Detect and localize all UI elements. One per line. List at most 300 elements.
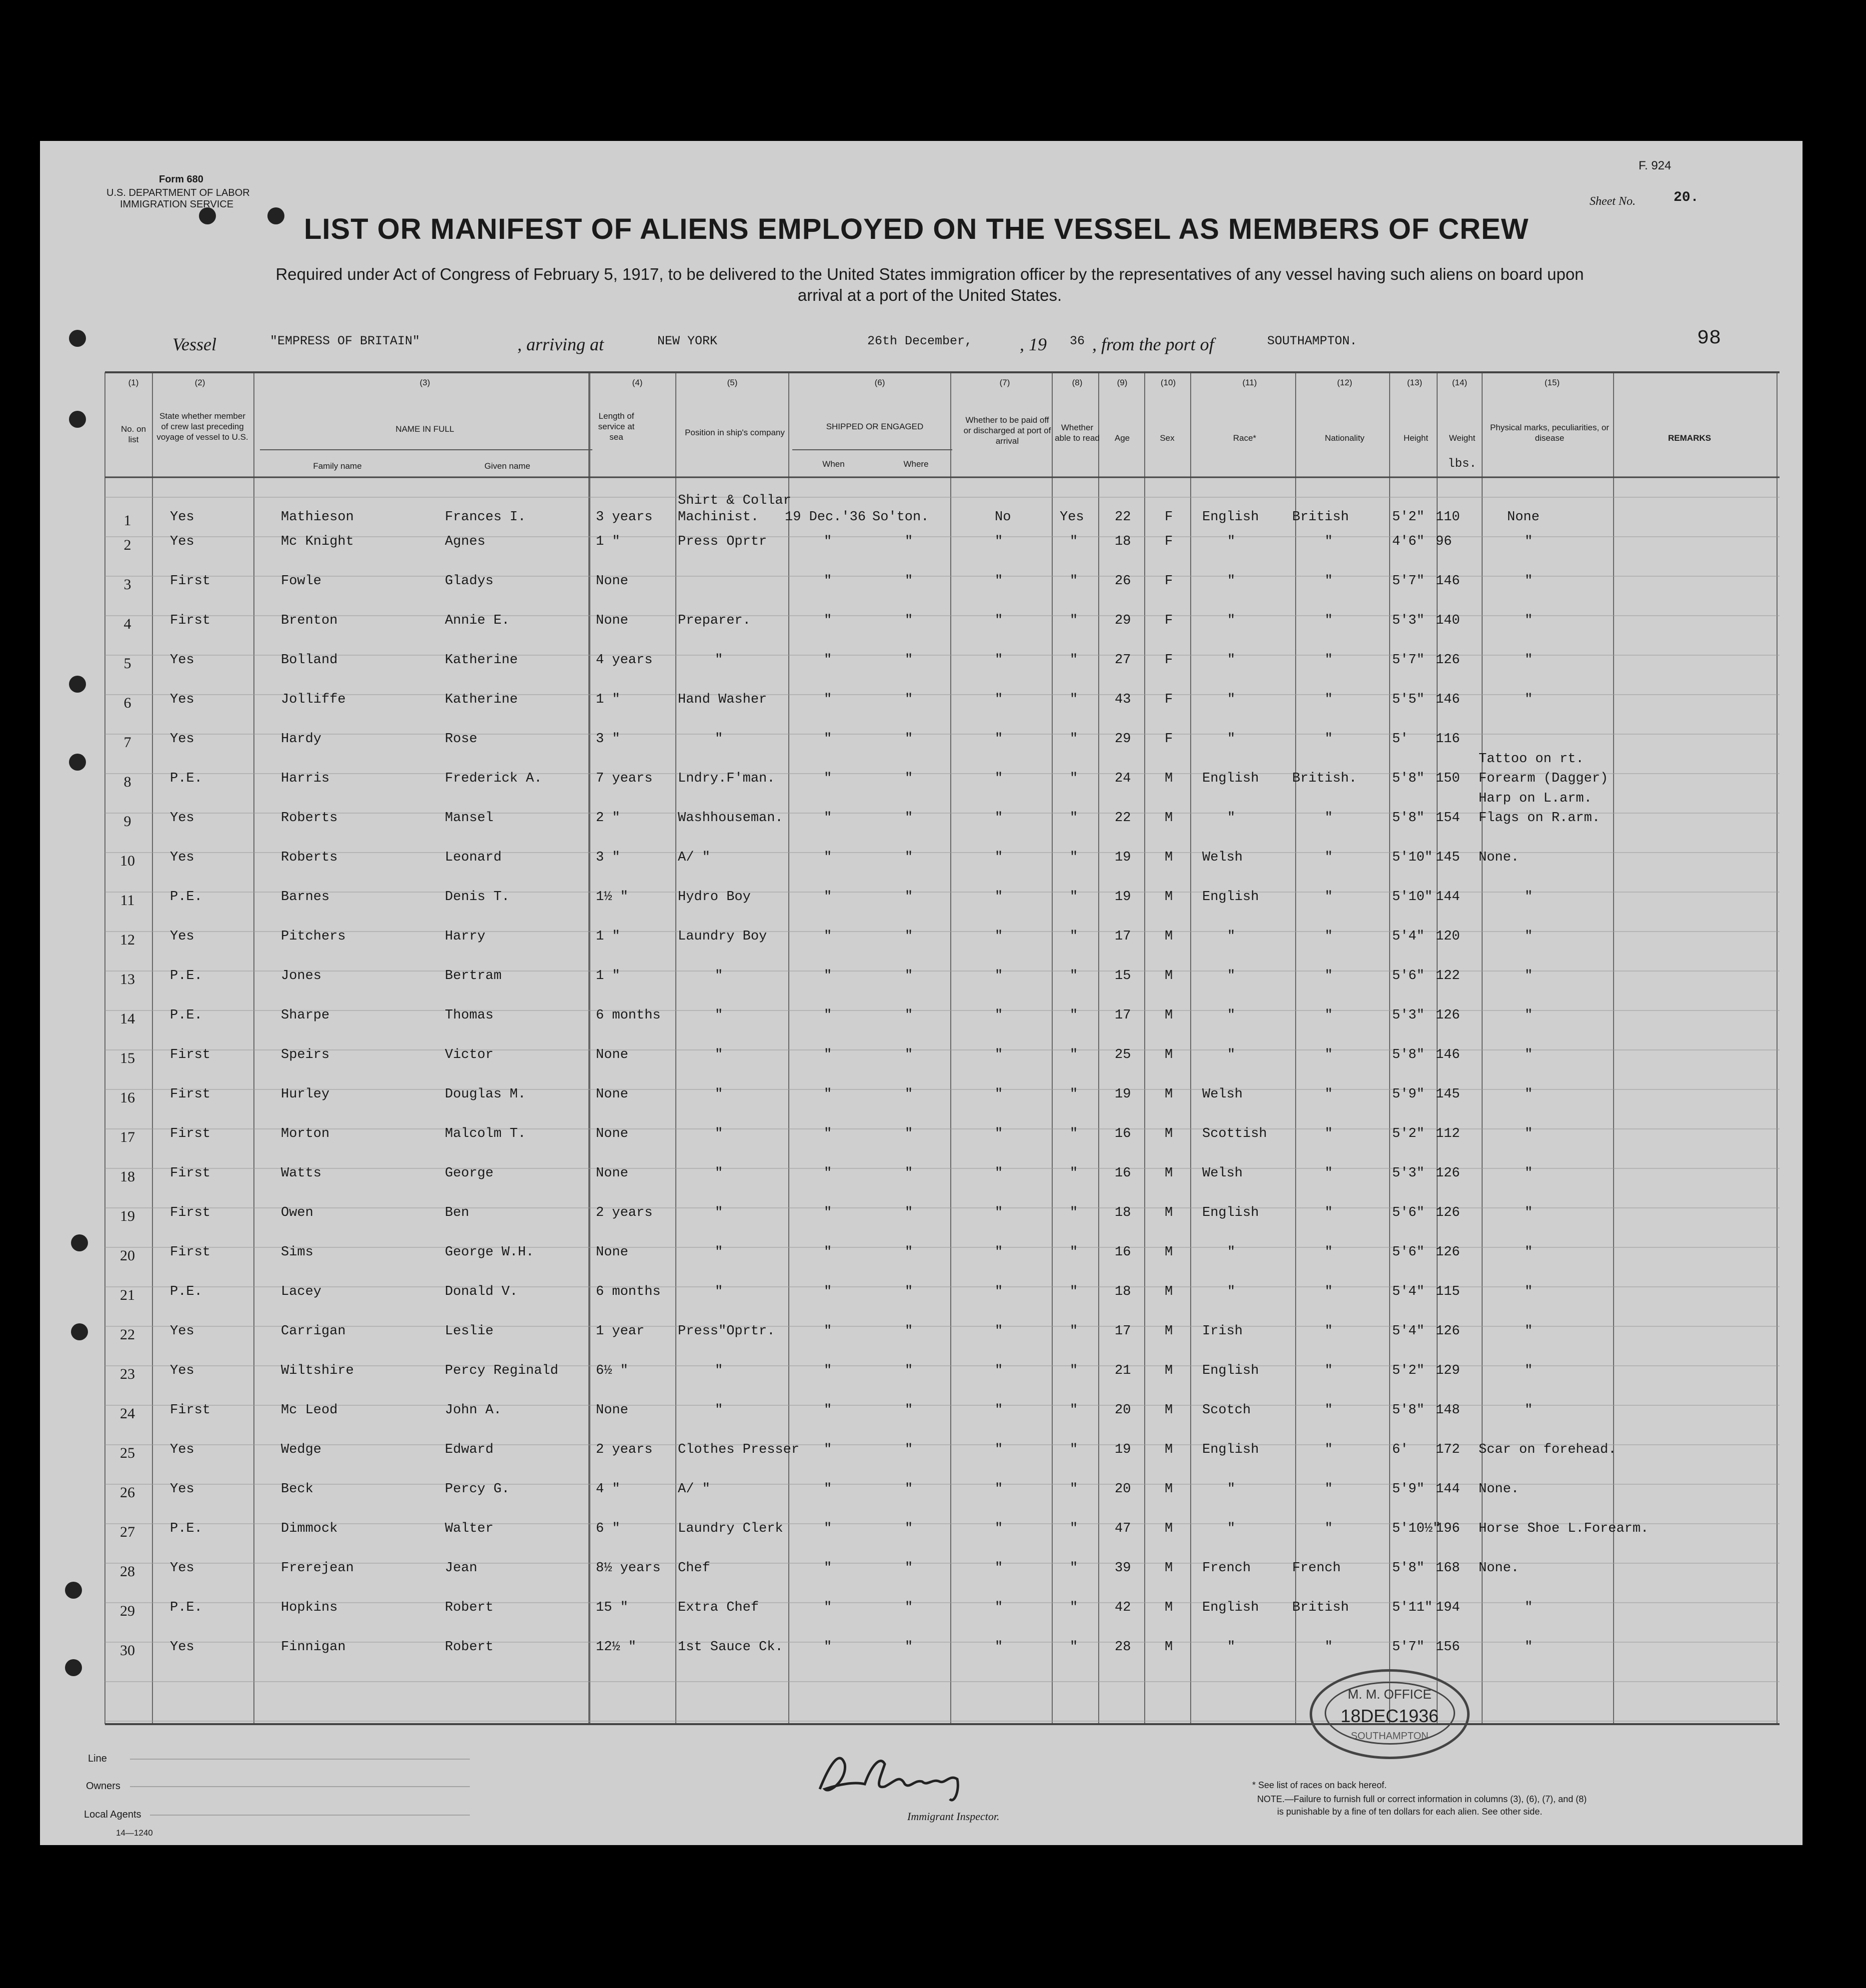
cell-given: Agnes: [445, 534, 486, 549]
cell-state: P.E.: [170, 1284, 202, 1299]
cell-position: Chef: [678, 1561, 710, 1576]
cell-marks: ": [1525, 1008, 1533, 1023]
cell-read: ": [1070, 1442, 1078, 1457]
cell-nat: ": [1325, 574, 1333, 589]
cell-read: ": [1070, 1087, 1078, 1102]
cell-where: ": [905, 1561, 913, 1576]
cell-service: None: [596, 1047, 628, 1062]
cell-marks: ": [1525, 1403, 1533, 1418]
cell-service: 1 ": [596, 969, 620, 984]
column-number: (3): [419, 378, 430, 387]
cell-service: 3 years: [596, 510, 653, 525]
cell-weight: 96: [1436, 534, 1452, 549]
office-stamp: [1310, 1669, 1470, 1759]
cell-family: Jolliffe: [281, 692, 346, 707]
cell-race: ": [1227, 1008, 1236, 1023]
cell-position: A/ ": [678, 1482, 710, 1497]
cell-no: 24: [120, 1405, 135, 1422]
cell-where: ": [905, 732, 913, 747]
cell-state: Yes: [170, 1561, 194, 1576]
cell-nat: French: [1292, 1561, 1341, 1576]
cell-given: John A.: [445, 1403, 502, 1418]
cell-paid: ": [995, 1640, 1003, 1655]
cell-when: ": [824, 969, 832, 984]
port-label: , from the port of: [1092, 334, 1214, 354]
cell-service: 1 ": [596, 534, 620, 549]
cell-family: Morton: [281, 1126, 330, 1141]
cell-age: 16: [1115, 1166, 1131, 1181]
cell-state: Yes: [170, 850, 194, 865]
cell-sex: M: [1165, 1403, 1173, 1418]
cell-no: 22: [120, 1326, 135, 1343]
cell-state: Yes: [170, 811, 194, 826]
cell-service: 1 year: [596, 1324, 645, 1339]
cell-state: First: [170, 1245, 211, 1260]
cell-when: ": [824, 692, 832, 707]
cell-no: 11: [120, 892, 135, 909]
arrival-date: 26th December,: [867, 334, 973, 348]
cell-weight: 126: [1436, 1205, 1460, 1220]
cell-paid: ": [995, 1521, 1003, 1536]
cell-state: Yes: [170, 1442, 194, 1457]
cell-read: ": [1070, 1363, 1078, 1378]
cell-no: 14: [120, 1010, 135, 1027]
header-where: Where: [903, 459, 929, 469]
cell-where: ": [905, 1087, 913, 1102]
cell-state: First: [170, 1166, 211, 1181]
cell-weight: 144: [1436, 1482, 1460, 1497]
cell-service: 6 months: [596, 1008, 661, 1023]
cell-read: ": [1070, 811, 1078, 826]
cell-when: ": [824, 653, 832, 668]
column-number: (6): [874, 378, 885, 387]
cell-read: ": [1070, 1047, 1078, 1062]
cell-weight: 148: [1436, 1403, 1460, 1418]
cell-age: 22: [1115, 811, 1131, 826]
cell-position: Clothes Presser: [678, 1442, 800, 1457]
cell-race: ": [1227, 1047, 1236, 1062]
cell-state: Yes: [170, 653, 194, 668]
column-number: (13): [1407, 378, 1423, 387]
header-physical-marks: Physical marks, peculiarities, or disease: [1490, 423, 1610, 443]
cell-race: ": [1227, 692, 1236, 707]
cell-state: Yes: [170, 1324, 194, 1339]
cell-race: Scotch: [1202, 1403, 1251, 1418]
cell-marks: ": [1525, 1087, 1533, 1102]
punch-hole: [69, 754, 86, 771]
cell-state: P.E.: [170, 890, 202, 905]
cell-paid: ": [995, 1205, 1003, 1220]
cell-sex: F: [1165, 613, 1173, 628]
column-number: (8): [1072, 378, 1083, 387]
cell-no: 21: [120, 1287, 135, 1303]
cell-position: Press"Oprtr.: [678, 1324, 775, 1339]
cell-marks: Flags on R.arm.: [1479, 811, 1601, 826]
subtitle-line-1: Required under Act of Congress of February 5, 1917, to be delivered to the United States immigration officer by the representatives of any vessel having such aliens on board upon: [275, 265, 1584, 283]
cell-no: 2: [123, 537, 131, 553]
cell-paid: ": [995, 574, 1003, 589]
cell-sex: M: [1165, 1008, 1173, 1023]
cell-race: ": [1227, 1521, 1236, 1536]
cell-where: ": [905, 1008, 913, 1023]
cell-nat: ": [1325, 811, 1333, 826]
cell-position: ": [715, 1205, 723, 1220]
cell-no: 16: [120, 1089, 135, 1106]
cell-family: Watts: [281, 1166, 322, 1181]
cell-weight: 146: [1436, 574, 1460, 589]
cell-when: ": [824, 811, 832, 826]
cell-read: ": [1070, 1205, 1078, 1220]
cell-height: 5'3": [1392, 1008, 1425, 1023]
cell-nat: ": [1325, 1205, 1333, 1220]
cell-age: 47: [1115, 1521, 1131, 1536]
subtitle-line-2: arrival at a port of the United States.: [797, 286, 1062, 304]
column-number: (1): [128, 378, 139, 387]
cell-race: ": [1227, 732, 1236, 747]
cell-nat: ": [1325, 534, 1333, 549]
cell-family: Sims: [281, 1245, 313, 1260]
cell-age: 29: [1115, 732, 1131, 747]
cell-position: ": [715, 1087, 723, 1102]
cell-no: 3: [123, 576, 131, 593]
cell-given: Ben: [445, 1205, 469, 1220]
cell-read: ": [1070, 1284, 1078, 1299]
form-code: F. 924: [1639, 159, 1672, 172]
cell-where: ": [905, 1442, 913, 1457]
cell-height: 5'4": [1392, 1284, 1425, 1299]
cell-sex: M: [1165, 811, 1173, 826]
header-position: Position in ship's company: [685, 428, 785, 437]
cell-position: ": [715, 732, 723, 747]
cell-read: ": [1070, 771, 1078, 786]
header-sex: Sex: [1160, 433, 1175, 443]
cell-when: ": [824, 1047, 832, 1062]
cell-nat: British.: [1292, 771, 1357, 786]
cell-weight: 120: [1436, 929, 1460, 944]
cell-sex: M: [1165, 1600, 1173, 1615]
arriving-port: NEW YORK: [657, 334, 718, 348]
cell-race: ": [1227, 1482, 1236, 1497]
cell-when: ": [824, 1561, 832, 1576]
cell-state: First: [170, 613, 211, 628]
cell-given: George W.H.: [445, 1245, 534, 1260]
cell-when: ": [824, 1403, 832, 1418]
cell-read: ": [1070, 653, 1078, 668]
cell-where: ": [905, 1166, 913, 1181]
cell-position: Hydro Boy: [678, 890, 751, 905]
cell-paid: ": [995, 613, 1003, 628]
cell-race: ": [1227, 969, 1236, 984]
cell-given: Katherine: [445, 653, 518, 668]
cell-marks: ": [1525, 1284, 1533, 1299]
cell-when: ": [824, 1442, 832, 1457]
cell-paid: ": [995, 771, 1003, 786]
cell-no: 25: [120, 1445, 135, 1461]
cell-age: 17: [1115, 929, 1131, 944]
sheet-label: Sheet No.: [1590, 195, 1636, 208]
cell-family: Hopkins: [281, 1600, 338, 1615]
cell-height: 5'6": [1392, 1245, 1425, 1260]
cell-marks: ": [1525, 1205, 1533, 1220]
cell-sex: M: [1165, 771, 1173, 786]
cell-given: Walter: [445, 1521, 494, 1536]
cell-where: ": [905, 692, 913, 707]
cell-where: ": [905, 811, 913, 826]
cell-nat: ": [1325, 1640, 1333, 1655]
cell-service: 4 years: [596, 653, 653, 668]
header-age: Age: [1114, 433, 1130, 443]
cell-age: 17: [1115, 1324, 1131, 1339]
cell-read: ": [1070, 534, 1078, 549]
cell-paid: ": [995, 1324, 1003, 1339]
cell-no: 7: [123, 734, 131, 751]
cell-race: Irish: [1202, 1324, 1243, 1339]
cell-state: First: [170, 1126, 211, 1141]
cell-position: Lndry.F'man.: [678, 771, 775, 786]
cell-service: 1½ ": [596, 890, 628, 905]
cell-age: 42: [1115, 1600, 1131, 1615]
cell-no: 19: [120, 1208, 135, 1224]
cell-read: ": [1070, 732, 1078, 747]
cell-marks: None.: [1479, 1561, 1520, 1576]
cell-read: ": [1070, 1403, 1078, 1418]
cell-nat: ": [1325, 613, 1333, 628]
cell-family: Sharpe: [281, 1008, 330, 1023]
cell-where: ": [905, 574, 913, 589]
fine-note-2: is punishable by a fine of ten dollars for each alien. See other side.: [1277, 1807, 1543, 1817]
cell-height: 5'5": [1392, 692, 1425, 707]
cell-nat: ": [1325, 969, 1333, 984]
cell-height: 5'2": [1392, 1126, 1425, 1141]
cell-read: ": [1070, 692, 1078, 707]
cell-paid: ": [995, 1087, 1003, 1102]
cell-when: ": [824, 890, 832, 905]
cell-weight: 140: [1436, 613, 1460, 628]
cell-age: 20: [1115, 1403, 1131, 1418]
cell-read: ": [1070, 613, 1078, 628]
cell-where: ": [905, 969, 913, 984]
cell-read: ": [1070, 1245, 1078, 1260]
cell-family: Frerejean: [281, 1561, 354, 1576]
cell-no: 15: [120, 1050, 135, 1066]
cell-position: ": [715, 969, 723, 984]
cell-family: Owen: [281, 1205, 313, 1220]
cell-race: English: [1202, 510, 1259, 525]
header-height: Height: [1403, 433, 1429, 443]
cell-paid: ": [995, 732, 1003, 747]
cell-state: First: [170, 1087, 211, 1102]
cell-marks: Forearm (Dagger): [1479, 771, 1609, 786]
cell-race: Welsh: [1202, 1087, 1243, 1102]
column-number: (10): [1160, 378, 1176, 387]
cell-paid: ": [995, 1126, 1003, 1141]
cell-paid: ": [995, 1166, 1003, 1181]
cell-read: ": [1070, 1008, 1078, 1023]
cell-age: 26: [1115, 574, 1131, 589]
punch-hole: [69, 676, 86, 693]
cell-paid: ": [995, 692, 1003, 707]
cell-no: 9: [123, 813, 131, 830]
cell-paid: ": [995, 1363, 1003, 1378]
cell-state: Yes: [170, 534, 194, 549]
cell-where: ": [905, 534, 913, 549]
cell-height: 5'8": [1392, 811, 1425, 826]
cell-weight: 168: [1436, 1561, 1460, 1576]
cell-service: 2 years: [596, 1205, 653, 1220]
cell-sex: M: [1165, 1640, 1173, 1655]
cell-service: 12½ ": [596, 1640, 637, 1655]
corner-number: 98: [1697, 327, 1722, 350]
cell-sex: F: [1165, 534, 1173, 549]
punch-hole: [267, 207, 284, 224]
cell-nat: ": [1325, 1363, 1333, 1378]
cell-when: ": [824, 1087, 832, 1102]
cell-read: ": [1070, 1561, 1078, 1576]
cell-height: 5'10": [1392, 890, 1433, 905]
cell-weight: 110: [1436, 510, 1460, 525]
cell-read: ": [1070, 1482, 1078, 1497]
cell-state: P.E.: [170, 969, 202, 984]
cell-state: P.E.: [170, 1521, 202, 1536]
cell-age: 21: [1115, 1363, 1131, 1378]
cell-paid: No: [995, 510, 1011, 525]
column-number: (2): [194, 378, 205, 387]
cell-state: First: [170, 574, 211, 589]
cell-where: ": [905, 1403, 913, 1418]
cell-service: 6 ": [596, 1521, 620, 1536]
cell-given: Robert: [445, 1600, 494, 1615]
header-able-to-read: Whether able to read: [1055, 423, 1100, 443]
vessel-label: Vessel: [172, 334, 216, 354]
cell-age: 19: [1115, 850, 1131, 865]
cell-given: Leonard: [445, 850, 502, 865]
cell-age: 19: [1115, 890, 1131, 905]
column-number: (12): [1337, 378, 1353, 387]
cell-family: Harris: [281, 771, 330, 786]
cell-marks: ": [1525, 1166, 1533, 1181]
cell-when: ": [824, 1363, 832, 1378]
year: 36: [1070, 334, 1085, 348]
cell-nat: ": [1325, 929, 1333, 944]
cell-no: 5: [123, 655, 131, 672]
cell-position: ": [715, 1166, 723, 1181]
cell-paid: ": [995, 929, 1003, 944]
cell-position: Laundry Boy: [678, 929, 767, 944]
cell-race: French: [1202, 1561, 1251, 1576]
cell-given: Percy Reginald: [445, 1363, 558, 1378]
cell-where: ": [905, 1640, 913, 1655]
header-remarks: REMARKS: [1668, 433, 1711, 443]
cell-state: Yes: [170, 1363, 194, 1378]
cell-position: A/ ": [678, 850, 710, 865]
cell-given: Katherine: [445, 692, 518, 707]
cell-given: Gladys: [445, 574, 494, 589]
cell-when: ": [824, 1126, 832, 1141]
cell-age: 43: [1115, 692, 1131, 707]
column-number: (5): [727, 378, 738, 387]
cell-position: ": [715, 653, 723, 668]
punch-hole: [71, 1323, 88, 1340]
cell-marks: Horse Shoe L.Forearm.: [1479, 1521, 1649, 1536]
cell-sex: M: [1165, 1245, 1173, 1260]
cell-where: ": [905, 1284, 913, 1299]
cell-service: 8½ years: [596, 1561, 661, 1576]
cell-weight: 146: [1436, 692, 1460, 707]
cell-race: ": [1227, 929, 1236, 944]
cell-height: 5'8": [1392, 1047, 1425, 1062]
header-given-name: Given name: [484, 461, 530, 471]
cell-sex: M: [1165, 1442, 1173, 1457]
cell-sex: M: [1165, 1521, 1173, 1536]
cell-age: 20: [1115, 1482, 1131, 1497]
cell-height: 5'7": [1392, 574, 1425, 589]
cell-paid: ": [995, 1245, 1003, 1260]
cell-weight: 196: [1436, 1521, 1460, 1536]
cell-no: 18: [120, 1168, 135, 1185]
cell-position: Machinist.: [678, 510, 759, 525]
cell-race: ": [1227, 811, 1236, 826]
cell-weight: 146: [1436, 1047, 1460, 1062]
cell-family: Bolland: [281, 653, 338, 668]
cell-paid: ": [995, 890, 1003, 905]
cell-when: 19 Dec.'36: [785, 510, 866, 525]
cell-nat: ": [1325, 1047, 1333, 1062]
cell-service: 2 ": [596, 811, 620, 826]
column-number: (15): [1544, 378, 1560, 387]
cell-family: Wiltshire: [281, 1363, 354, 1378]
cell-age: 15: [1115, 969, 1131, 984]
cell-paid: ": [995, 1008, 1003, 1023]
cell-no: 28: [120, 1563, 135, 1580]
cell-when: ": [824, 1284, 832, 1299]
cell-position: Extra Chef: [678, 1600, 759, 1615]
cell-paid: ": [995, 1284, 1003, 1299]
cell-race: English: [1202, 771, 1259, 786]
cell-height: 5'6": [1392, 1205, 1425, 1220]
cell-service: 6 months: [596, 1284, 661, 1299]
cell-where: ": [905, 1245, 913, 1260]
cell-height: 6': [1392, 1442, 1409, 1457]
cell-age: 28: [1115, 1640, 1131, 1655]
cell-weight: 126: [1436, 1324, 1460, 1339]
cell-when: ": [824, 613, 832, 628]
cell-weight: 156: [1436, 1640, 1460, 1655]
cell-nat: ": [1325, 1008, 1333, 1023]
form-print-code: 14—1240: [116, 1828, 153, 1838]
cell-where: ": [905, 1047, 913, 1062]
cell-age: 18: [1115, 1205, 1131, 1220]
header-length-of-service: Length of service at sea: [598, 411, 635, 442]
cell-service: None: [596, 1126, 628, 1141]
cell-given: Annie E.: [445, 613, 510, 628]
cell-nat: ": [1325, 692, 1333, 707]
cell-state: Yes: [170, 510, 194, 525]
cell-height: 5'4": [1392, 1324, 1425, 1339]
line-label: Line: [88, 1753, 107, 1764]
cell-state: First: [170, 1403, 211, 1418]
cell-age: 25: [1115, 1047, 1131, 1062]
cell-race: English: [1202, 1442, 1259, 1457]
cell-nat: ": [1325, 1166, 1333, 1181]
cell-sex: F: [1165, 574, 1173, 589]
cell-race: ": [1227, 1640, 1236, 1655]
cell-weight: 122: [1436, 969, 1460, 984]
cell-age: 18: [1115, 1284, 1131, 1299]
cell-paid: ": [995, 653, 1003, 668]
cell-no: 8: [123, 774, 131, 790]
vessel-name: "EMPRESS OF BRITAIN": [270, 334, 420, 348]
cell-weight: 129: [1436, 1363, 1460, 1378]
